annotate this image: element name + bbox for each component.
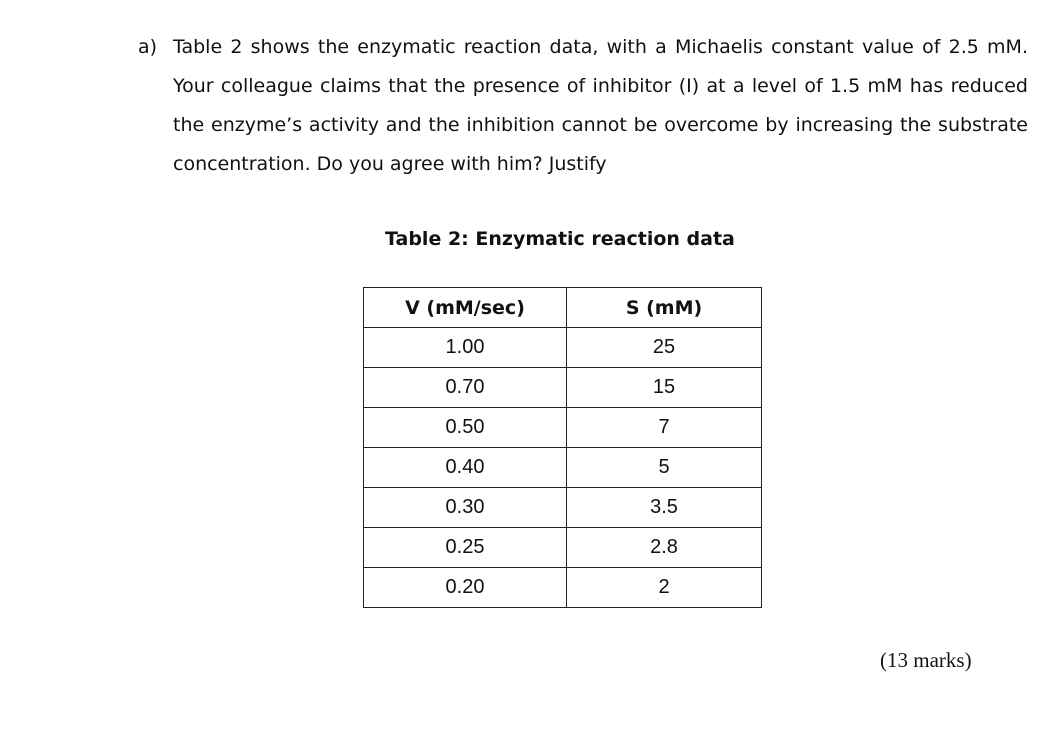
question-marker: a) — [138, 36, 158, 58]
table-row — [364, 448, 762, 488]
substrate-cell: 15 — [567, 368, 762, 408]
table-header-row — [364, 288, 762, 328]
table-row — [364, 328, 762, 368]
marks-label: (13 marks) — [880, 648, 972, 672]
header-substrate: S (mM) — [567, 288, 762, 328]
table-caption: Table 2: Enzymatic reaction data — [385, 228, 735, 250]
velocity-cell: 0.30 — [364, 488, 567, 528]
question-text: Table 2 shows the enzymatic reaction data, with a Michaelis constant value of 2.5 mM. Your colleague claims that the presence of inhibitor (I) at a level of 1.5 mM has reduced the enzyme’s activity and the inhibition cannot be overcome by increasing the substrate concentration. Do you agree with him? Justify — [173, 36, 1028, 175]
table-row — [364, 528, 762, 568]
header-velocity: V (mM/sec) — [364, 288, 567, 328]
table-row — [364, 408, 762, 448]
velocity-cell: 0.70 — [364, 368, 567, 408]
substrate-cell: 5 — [567, 448, 762, 488]
substrate-cell: 3.5 — [567, 488, 762, 528]
table-row — [364, 568, 762, 608]
reaction-data-table — [363, 287, 762, 608]
substrate-cell: 25 — [567, 328, 762, 368]
table-row — [364, 368, 762, 408]
table-row — [364, 488, 762, 528]
velocity-cell: 0.20 — [364, 568, 567, 608]
substrate-cell: 2 — [567, 568, 762, 608]
substrate-cell: 2.8 — [567, 528, 762, 568]
velocity-cell: 1.00 — [364, 328, 567, 368]
question-block — [138, 28, 1038, 184]
velocity-cell: 0.50 — [364, 408, 567, 448]
velocity-cell: 0.40 — [364, 448, 567, 488]
substrate-cell: 7 — [567, 408, 762, 448]
velocity-cell: 0.25 — [364, 528, 567, 568]
